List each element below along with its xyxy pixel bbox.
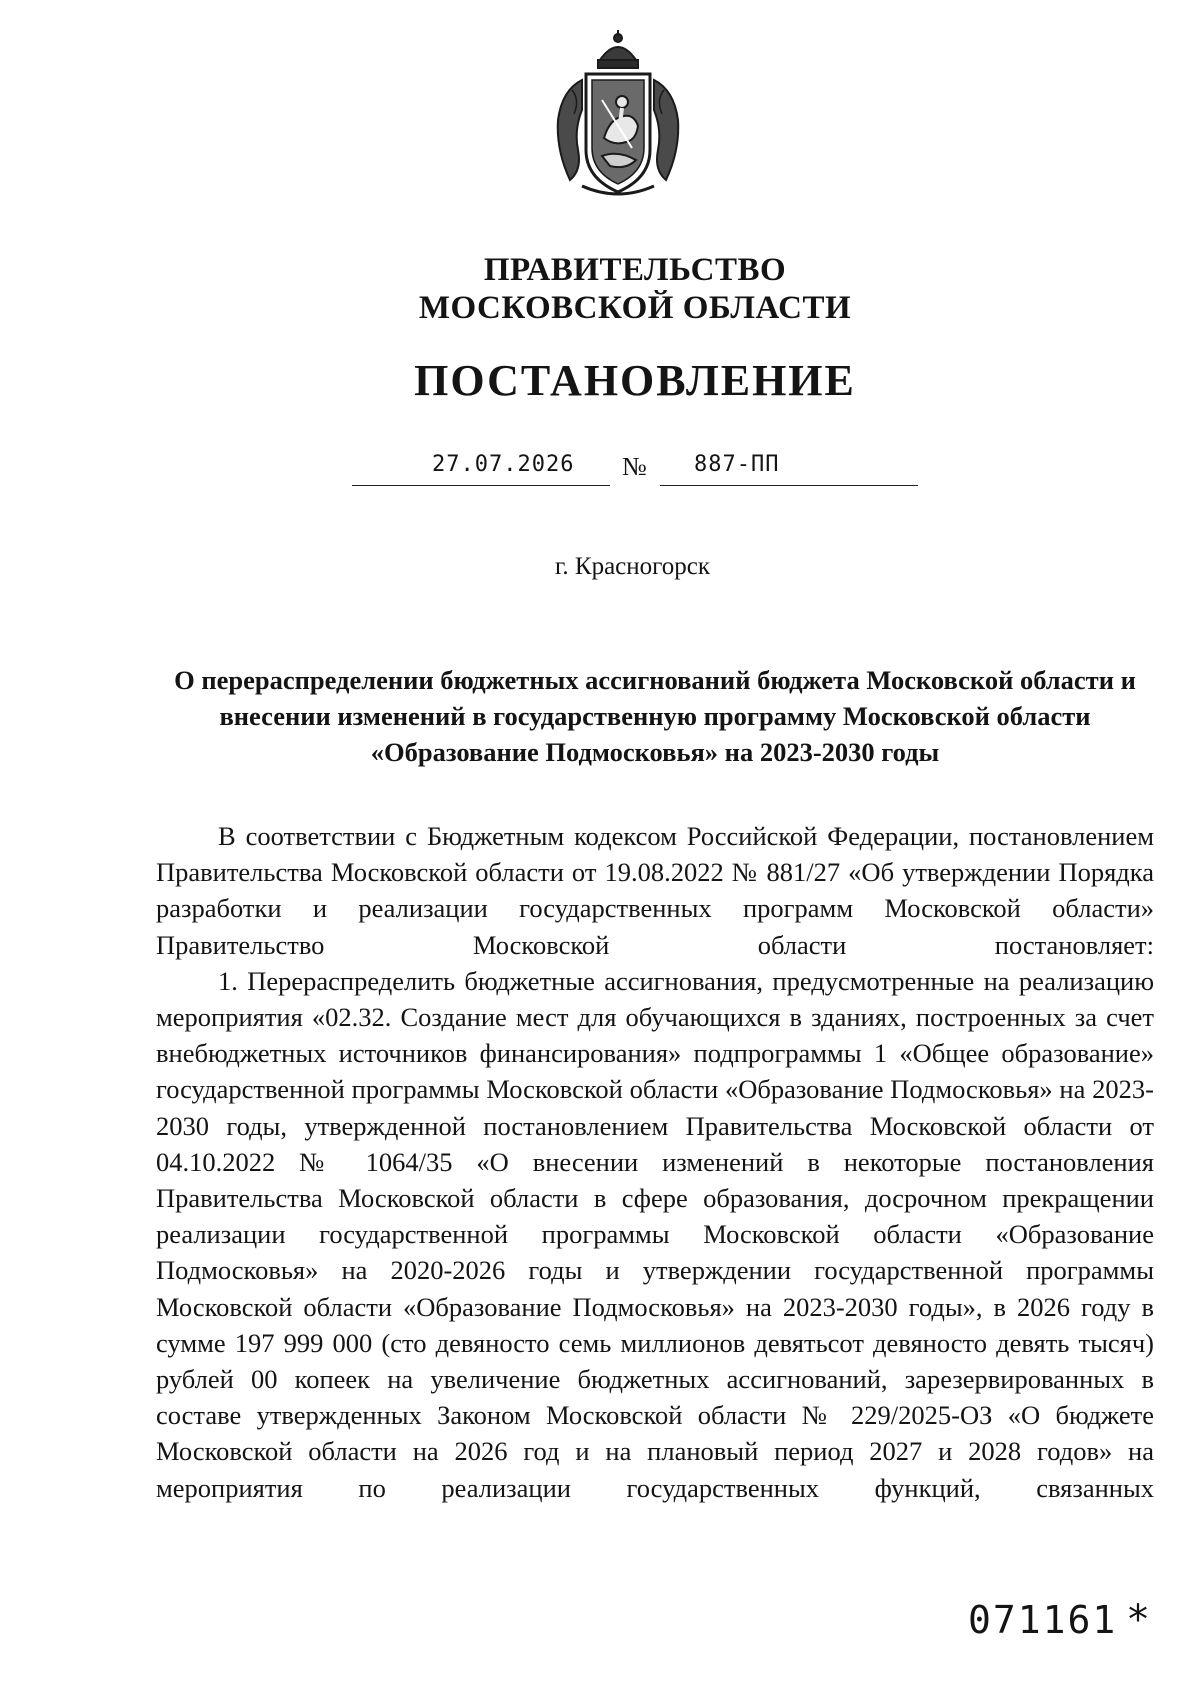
- organization-name-line2: МОСКОВСКОЙ ОБЛАСТИ: [418, 290, 852, 326]
- asterisk-mark: *: [1128, 1597, 1148, 1643]
- document-title: О перераспределении бюджетных ассигнований бюджета Московской области и внесении изменений в государственную программу Московской области «Образование Подмосковья» на 2023-2030 годы: [174, 665, 1136, 767]
- document-type: ПОСТАНОВЛЕНИЕ: [414, 356, 856, 405]
- document-number: 887-ПП: [694, 452, 780, 477]
- organization-name-line1: ПРАВИТЕЛЬСТВО: [483, 252, 787, 288]
- body-paragraph-1: В соответствии с Бюджетным кодексом Российской Федерации, постановлением Правительства Московской области от 19.08.2022 № 881/27 «Об утверждении Порядка разработки и реализации государственных программ Московской области» Правительство Московской области постановляет:: [156, 821, 1154, 960]
- body-paragraph-2: 1. Перераспределить бюджетные ассигнования, предусмотренные на реализацию мероприятия «02.32. Создание мест для обучающихся в зданиях, построенных за счет внебюджетных источников финансирования» подпрограммы 1 «Общее образование» государственной программы Московской области «Образование Подмосковья» на 2023-2030 годы, утвержденной постановлением Правительства Московской области от 04.10.2022 № 1064/35 «О внесении изменений в некоторые постановления Правительства Московской области в сфере образования, досрочном прекращении реализации государственной программы Московской области «Образование Подмосковья» на 2020-2026 годы и утверждении государственной программы Московской области «Образование Подмосковья» на 2023-2030 годы», в 2026 году в сумме 197 999 000 (сто девяносто семь миллионов девятьсот девяносто девять тысяч) рублей 00 копеек на увеличение бюджетных ассигнований, зарезервированных в составе утвержденных Законом Московской области № 229/2025-ОЗ «О бюджете Московской области на 2026 год и на плановый период 2027 и 2028 годов» на мероприятия по реализации государственных функций, связанных: [156, 965, 1154, 1503]
- number-underline: [660, 485, 918, 486]
- serial-number: 071161: [968, 1598, 1118, 1642]
- date-underline: [352, 485, 610, 486]
- document-date: 27.07.2026: [432, 452, 575, 477]
- number-sign: №: [622, 452, 647, 481]
- document-body: [156, 818, 1154, 1506]
- coat-of-arms-icon: [552, 30, 684, 198]
- city-name: г. Красногорск: [554, 553, 711, 580]
